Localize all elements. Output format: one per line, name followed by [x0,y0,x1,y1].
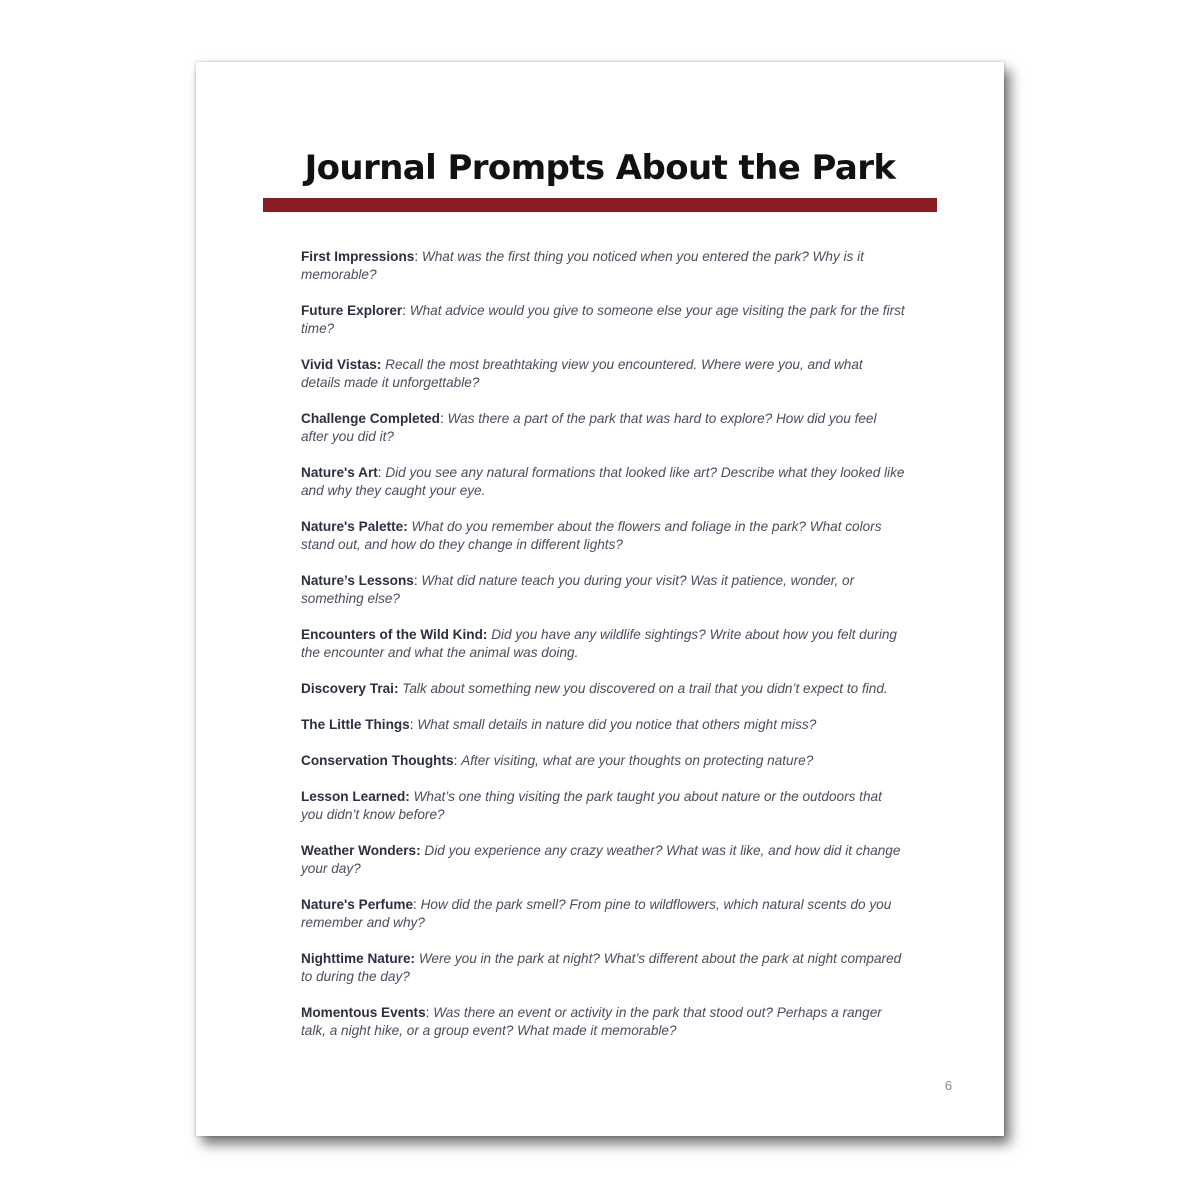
journal-prompt [301,842,905,878]
journal-prompt [301,356,905,392]
prompt-label: Weather Wonders: [301,843,421,858]
prompt-question: Recall the most breathtaking view you encountered. Where were you, and what details made it unforgettable? [301,357,863,390]
journal-prompt: Conservation Thoughts: After visiting, what are your thoughts on protecting nature? [301,753,814,768]
prompt-question: What small details in nature did you notice that others might miss? [417,717,817,732]
prompt-question: Was there an event or activity in the park that stood out? Perhaps a ranger talk, a night hike, or a group event? What made it memorable? [301,1005,882,1038]
prompt-label: Challenge Completed [301,411,440,426]
prompt-label: Conservation Thoughts [301,753,454,768]
journal-prompt-list [301,248,905,1058]
journal-prompt [301,680,905,698]
page-number: 6 [944,1078,952,1093]
prompt-question: Was there a part of the park that was hard to explore? How did you feel after you did it? [301,411,877,444]
journal-prompt [301,950,905,986]
prompt-question: What’s one thing visiting the park taught you about nature or the outdoors that you didn’t know before? [301,789,882,822]
prompt-label: First Impressions [301,249,415,264]
prompt-label: Nature's Art [301,465,378,480]
journal-prompt: First Impressions: What was the first thing you noticed when you entered the park? Why is it memorable? [301,249,864,282]
journal-prompt: Nature’s Lessons: What did nature teach you during your visit? Was it patience, wonder, or something else? [301,573,855,606]
journal-prompt: Nature's Perfume: How did the park smell? From pine to wildflowers, which natural scents do you remember and why? [301,897,892,930]
prompt-label: Nature's Perfume [301,897,414,912]
prompt-label: Momentous Events [301,1005,426,1020]
prompt-label: Future Explorer [301,303,403,318]
journal-prompt: Future Explorer: What advice would you give to someone else your age visiting the park for the first time? [301,303,905,336]
prompt-label: Nature's Palette: [301,519,408,534]
prompt-question: Talk about something new you discovered on a trail that you didn’t expect to find. [402,681,888,696]
title-underline-bar [263,198,937,212]
prompt-question: What did nature teach you during your visit? Was it patience, wonder, or something else? [301,573,855,606]
journal-prompt: Challenge Completed: Was there a part of the park that was hard to explore? How did you feel after you did it? [301,411,877,444]
prompt-question: Did you have any wildlife sightings? Write about how you felt during the encounter and what the animal was doing. [301,627,897,660]
prompt-question: After visiting, what are your thoughts on protecting nature? [461,753,814,768]
journal-prompt [301,518,905,554]
journal-prompt: Nature's Art: Did you see any natural formations that looked like art? Describe what they looked like and why they caught your eye. [301,465,905,498]
prompt-question: Did you experience any crazy weather? What was it like, and how did it change your day? [301,843,901,876]
prompt-label: Nighttime Nature: [301,951,416,966]
journal-prompt: The Little Things: What small details in nature did you notice that others might miss? [301,717,817,732]
document-page [196,62,1004,1136]
prompt-question: Did you see any natural formations that looked like art? Describe what they looked like and why they caught your eye. [301,465,905,498]
journal-prompt: Momentous Events: Was there an event or activity in the park that stood out? Perhaps a ranger talk, a night hike, or a group event? What made it memorable? [301,1005,882,1038]
page-title: Journal Prompts About the Park [304,148,896,188]
prompt-label: The Little Things [301,717,410,732]
prompt-label: Discovery Trai: [301,681,399,696]
journal-prompt [301,788,905,824]
prompt-question: What do you remember about the flowers and foliage in the park? What colors stand out, and how do they change in different lights? [301,519,882,552]
prompt-question: Were you in the park at night? What’s different about the park at night compared to during the day? [301,951,902,984]
journal-prompt [301,626,905,662]
prompt-question: What advice would you give to someone else your age visiting the park for the first time? [301,303,905,336]
prompt-label: Lesson Learned: [301,789,410,804]
prompt-question: How did the park smell? From pine to wildflowers, which natural scents do you remember and why? [301,897,892,930]
prompt-label: Vivid Vistas: [301,357,382,372]
prompt-label: Encounters of the Wild Kind: [301,627,488,642]
prompt-question: What was the first thing you noticed when you entered the park? Why is it memorable? [301,249,864,282]
prompt-label: Nature’s Lessons [301,573,414,588]
